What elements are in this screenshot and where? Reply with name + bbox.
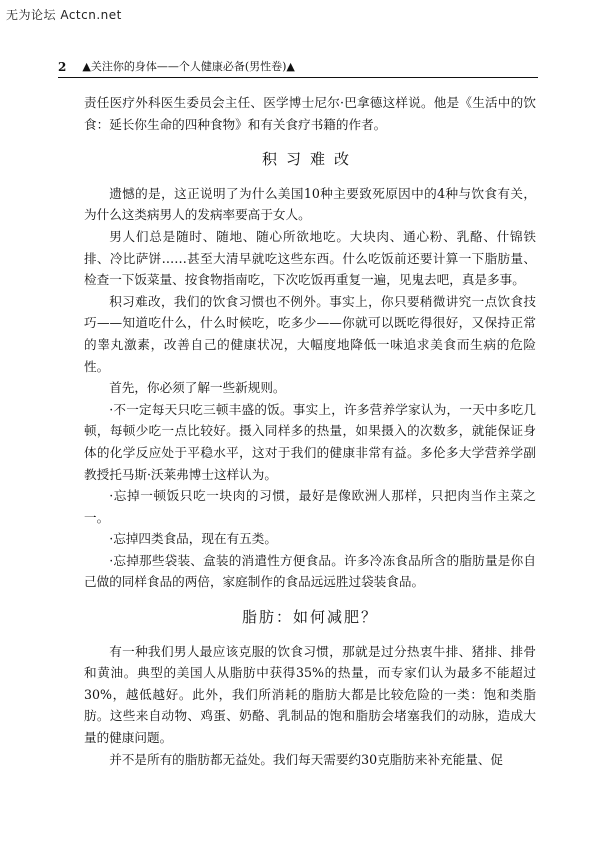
paragraph: 首先，你必须了解一些新规则。 <box>109 380 286 396</box>
paragraph: 遗憾的是，这正说明了为什么美国10种主要致死原因中的4种与饮食有关，为什么这类病男人的发病率要高于女人。 <box>84 185 536 223</box>
page-body <box>84 92 536 770</box>
bullet-paragraph: ·忘掉那些袋装、盒装的消遣性方便食品。许多冷冻食品所含的脂肪量是你自己做的同样食品的两倍，家庭制作的食品远远胜过袋装食品。 <box>84 552 536 590</box>
intro-paragraph: 责任医疗外科医生委员会主任、医学博士尼尔·巴拿德这样说。他是《生活中的饮食：延长你生命的四种食物》和有关食疗书籍的作者。 <box>84 95 536 132</box>
paragraph: 并不是所有的脂肪都无益处。我们每天需要约30克脂肪来补充能量、促 <box>109 751 504 767</box>
watermark-text: 无为论坛 Actcn.net <box>6 8 122 22</box>
page-number: 2 <box>58 60 67 74</box>
paragraph: 积习难改，我们的饮食习惯也不例外。事实上，你只要稍微讲究一点饮食技巧——知道吃什么，什么时候吃，吃多少——你就可以既吃得很好，又保持正常的睾丸激素，改善自己的健康状况，大幅度地降低一味追求美食而生病的危险性。 <box>84 293 536 374</box>
running-title: ▲关注你的身体——个人健康必备(男性卷)▲ <box>82 60 295 73</box>
paragraph: 有一种我们男人最应该克服的饮食习惯，那就是过分热衷牛排、猪排、排骨和黄油。典型的美国人从脂肪中获得35%的热量，而专家们认为最多不能超过30%，越低越好。此外，我们所消耗的脂肪大都是比较危险的一类：饱和类脂肪。这些来自动物、鸡蛋、奶酪、乳制品的饱和脂肪会堵塞我们的动脉，造成大量的健康问题。 <box>84 643 536 746</box>
paragraph: 男人们总是随时、随地、随心所欲地吃。大块肉、通心粉、乳酪、什锦铁排、冷比萨饼……甚至大清早就吃这些东西。什么吃饭前还要计算一下脂肪量、检查一下饭菜量、按食物指南吃，下次吃饭再重复一遍，见鬼去吧，真是多事。 <box>84 228 536 288</box>
section-title-1: 积习难改 <box>261 150 358 169</box>
bullet-paragraph: ·忘掉一顿饭只吃一块肉的习惯，最好是像欧洲人那样，只把肉当作主菜之一。 <box>84 488 536 525</box>
running-header <box>58 58 538 78</box>
bullet-paragraph: ·不一定每天只吃三顿丰盛的饭。事实上，许多营养学家认为，一天中多吃几顿，每顿少吃一点比较好。摄入同样多的热量，如果摄入的次数多，就能保证身体的化学反应处于平稳水平，这对于我们的健康非常有益。多伦多大学营养学副教授托马斯·沃莱弗博士这样认为。 <box>84 401 536 482</box>
section-title-2: 脂肪：如何减肥？ <box>241 608 378 627</box>
bullet-paragraph: ·忘掉四类食品，现在有五类。 <box>109 531 277 547</box>
